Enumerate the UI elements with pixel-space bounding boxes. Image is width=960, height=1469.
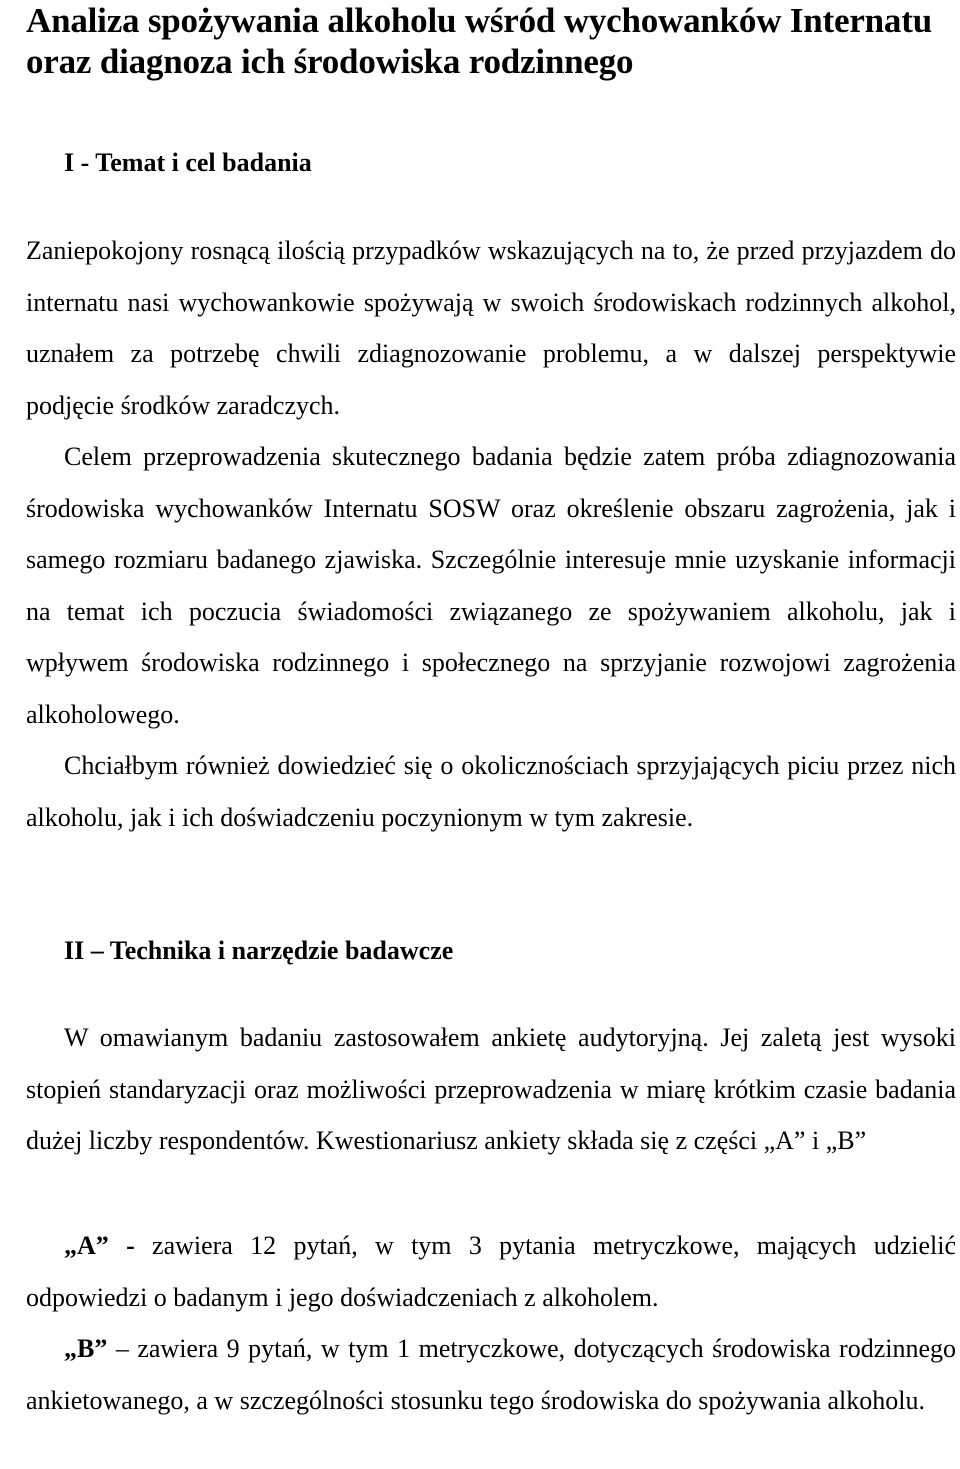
item-b-text: – zawiera 9 pytań, w tym 1 metryczkowe, dotyczących środowiska rodzinnego ankietowanego, a w szczególności stosunku tego środowiska do spożywania alkoholu. <box>26 1334 956 1415</box>
paragraph-intro: Zaniepokojony rosnącą ilością przypadków wskazujących na to, że przed przyjazdem do internatu nasi wychowankowie spożywają w swoich środowiskach rodzinnych alkohol, uznałem za potrzebę chwili zdiagnozowanie problemu, a w dalszej perspektywie podjęcie środków zaradczych. <box>26 236 956 420</box>
paragraph-goal <box>26 442 956 729</box>
item-a-label: „A” - <box>64 1231 135 1260</box>
document-title: Analiza spożywania alkoholu wśród wychowanków Internatu oraz diagnoza ich środowiska rodzinnego <box>26 1 932 81</box>
paragraph-circumstances-text: Chciałbym również dowiedzieć się o okolicznościach sprzyjających piciu przez nich alkoholu, jak i ich doświadczeniu poczynionym w tym zakresie. <box>26 751 956 832</box>
paragraph-technique-text: W omawianym badaniu zastosowałem ankietę audytoryjną. Jej zaletą jest wysoki stopień standaryzacji oraz możliwości przeprowadzenia w miarę krótkim czasie badania dużej liczby respondentów. Kwestionariusz ankiety składa się z części „A” i „B” <box>26 1023 956 1155</box>
item-a-text: zawiera 12 pytań, w tym 3 pytania metryczkowe, mających udzielić odpowiedzi o badanym i jego doświadczeniach z alkoholem. <box>26 1231 956 1312</box>
document-page <box>26 0 956 1415</box>
section-1-body <box>26 225 956 843</box>
list-item-b <box>26 1323 956 1426</box>
section-heading-2: II – Technika i narzędzie badawcze <box>64 936 454 965</box>
item-b-label: „B” <box>64 1334 108 1363</box>
list-item-a <box>26 1220 956 1323</box>
paragraph-goal-text: Celem przeprowadzenia skutecznego badania będzie zatem próba zdiagnozowania środowiska wychowanków Internatu SOSW oraz określenie obszaru zagrożenia, jak i samego rozmiaru badanego zjawiska. Szczególnie interesuje mnie uzyskanie informacji na temat ich poczucia świadomości związanego ze spożywaniem alkoholu, jak i wpływem środowiska rodzinnego i społecznego na sprzyjanie rozwojowi zagrożenia alkoholowego. <box>26 442 956 729</box>
paragraph-technique <box>26 1012 956 1167</box>
section-heading-1: I - Temat i cel badania <box>64 148 312 177</box>
paragraph-circumstances <box>26 751 956 832</box>
